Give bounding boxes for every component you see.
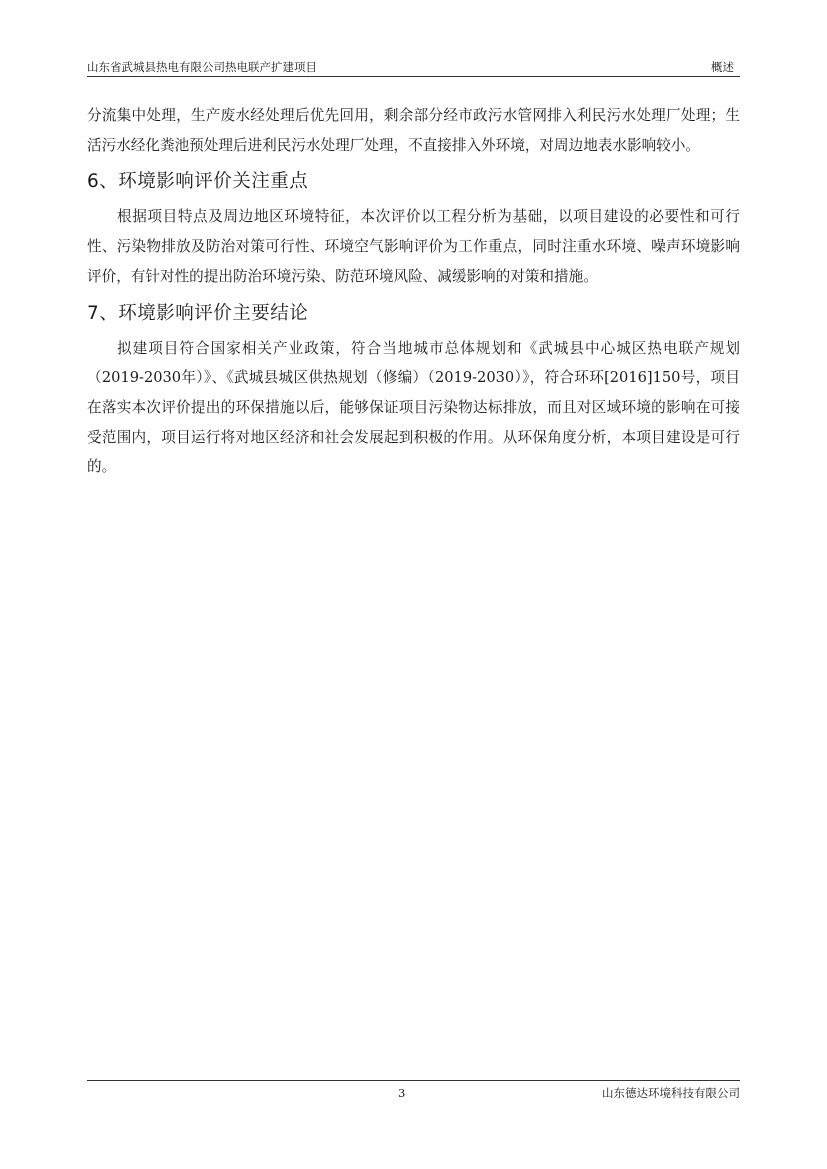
footer-company: 山东德达环境科技有限公司 [602,1086,740,1100]
footer-divider [87,1080,740,1081]
page-footer [87,1084,740,1102]
section-6-heading: 6、环境影响评价关注重点 [87,171,309,193]
section-6-paragraph: 根据项目特点及周边地区环境特征，本次评价以工程分析为基础，以项目建设的必要性和可行性、污染物排放及防治对策可行性、环境空气影响评价为工作重点，同时注重水环境、噪声环境影响评价，有针对性的提出防治环境污染、防范环境风险、减缓影响的对策和措施。 [87,208,740,285]
header-chapter: 概述 [711,60,734,74]
section-7-paragraph: 拟建项目符合国家相关产业政策，符合当地城市总体规划和《武城县中心城区热电联产规划（2019-2030年）》、《武城县城区供热规划（修编）（2019-2030）》，符合环环[2016]150号，项目在落实本次评价提出的环保措施以后，能够保证项目污染物达标排放，而且对区域环境的影响在可接受范围内，项目运行将对地区经济和社会发展起到积极的作用。从环保角度分析，本项目建设是可行的。 [87,339,740,476]
page-number: 3 [398,1086,406,1100]
section-7-heading: 7、环境影响评价主要结论 [87,302,309,324]
header-project-title: 山东省武城县热电有限公司热电联产扩建项目 [87,60,317,74]
page-header [87,58,740,77]
continued-paragraph: 分流集中处理，生产废水经处理后优先回用，剩余部分经市政污水管网排入利民污水处理厂处理；生活污水经化粪池预处理后进利民污水处理厂处理，不直接排入外环境，对周边地表水影响较小。 [87,107,740,154]
document-body [87,101,740,482]
